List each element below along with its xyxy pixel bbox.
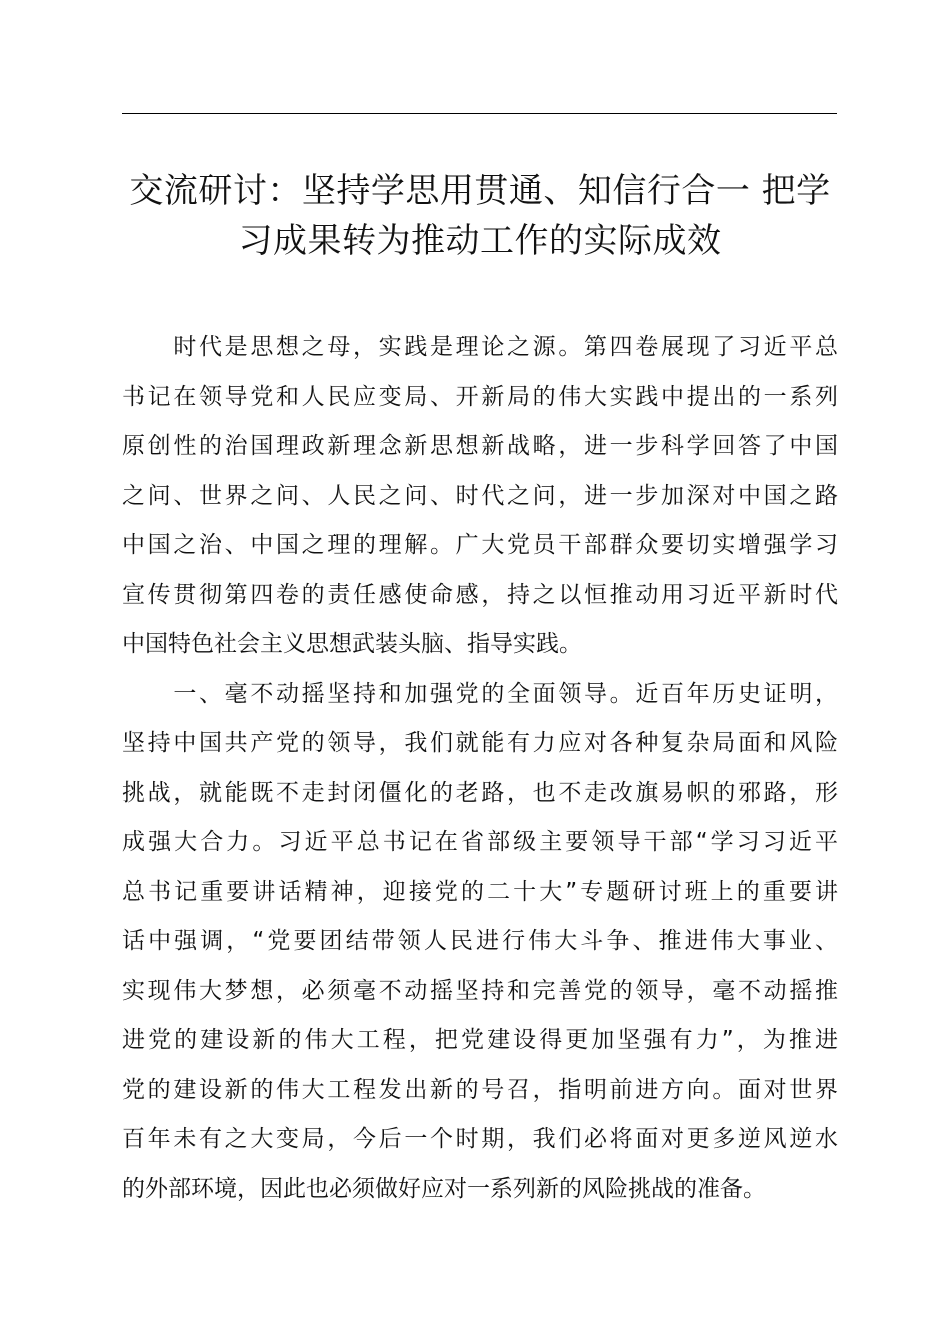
text-line: 时代是思想之母，实践是理论之源。第四卷展现了习近平总	[122, 334, 838, 360]
text-line: 书记在领导党和人民应变局、开新局的伟大实践中提出的一系列	[122, 383, 838, 410]
text-line: 坚持中国共产党的领导，我们就能有力应对各种复杂局面和风险	[122, 730, 838, 756]
text-line: 党的建设新的伟大工程发出新的号召，指明前进方向。面对世界	[122, 1076, 838, 1103]
paragraph-section-one	[122, 670, 838, 1215]
text-line: 的外部环境，因此也必须做好应对一系列新的风险挑战的准备。	[122, 1175, 766, 1202]
text-line: 进党的建设新的伟大工程，把党建设得更加坚强有力”，为推进	[122, 1027, 838, 1053]
text-line: 宣传贯彻第四卷的责任感使命感，持之以恒推动用习近平新时代	[122, 581, 838, 608]
text-line: 成强大合力。习近平总书记在省部级主要领导干部“学习习近平	[122, 829, 838, 855]
header-rule	[122, 113, 837, 114]
text-line: 话中强调，“党要团结带领人民进行伟大斗争、推进伟大事业、	[122, 928, 838, 954]
text-line: 总书记重要讲话精神，迎接党的二十大”专题研讨班上的重要讲	[122, 878, 838, 905]
document-body	[122, 323, 838, 1214]
text-line: 百年未有之大变局，今后一个时期，我们必将面对更多逆风逆水	[122, 1126, 838, 1152]
title-line: 习成果转为推动工作的实际成效	[238, 221, 722, 261]
text-line: 原创性的治国理政新理念新思想新战略，进一步科学回答了中国	[122, 433, 838, 459]
text-line: 一、毫不动摇坚持和加强党的全面领导。近百年历史证明，	[122, 680, 838, 707]
text-line: 之问、世界之问、人民之问、时代之问，进一步加深对中国之路	[122, 482, 838, 509]
document-title	[112, 166, 848, 266]
text-line: 挑战，就能既不走封闭僵化的老路，也不走改旗易帜的邪路，形	[122, 779, 838, 806]
title-line: 交流研讨：坚持学思用贯通、知信行合一 把学	[129, 171, 831, 211]
paragraph-intro	[122, 323, 838, 670]
text-line: 中国特色社会主义思想武装头脑、指导实践。	[122, 631, 582, 657]
text-line: 中国之治、中国之理的理解。广大党员干部群众要切实增强学习	[122, 532, 838, 558]
text-line: 实现伟大梦想，必须毫不动摇坚持和完善党的领导，毫不动摇推	[122, 977, 838, 1004]
